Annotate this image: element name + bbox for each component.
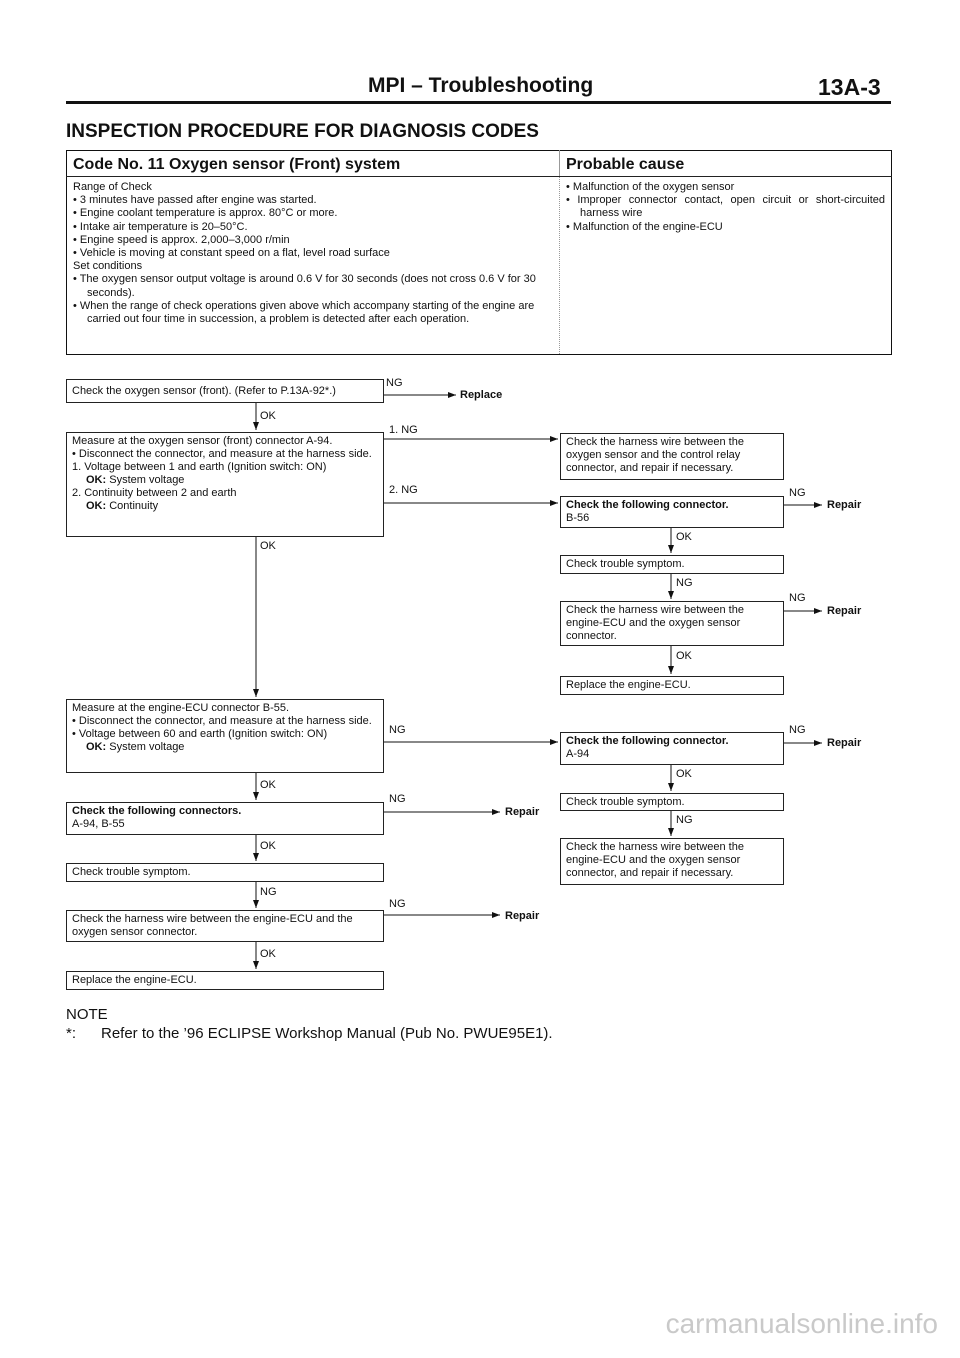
label-ok: OK [260, 840, 276, 852]
label-repair: Repair [827, 499, 862, 511]
range-line: • 3 minutes have passed after engine was started. [73, 194, 317, 207]
step-check-connectors [66, 802, 384, 835]
label-ng: NG [389, 724, 406, 736]
page-number: 13A-3 [818, 74, 881, 100]
label-ng: NG [260, 886, 277, 898]
step-line: • Disconnect the connector, and measure at the harness side. [72, 715, 372, 727]
step-check-connector-a94 [560, 732, 784, 765]
cause-line: • Malfunction of the oxygen sensor [566, 181, 735, 193]
step-check-harness-wire: Check the harness wire between the engine-ECU and the oxygen sensor connector. [66, 910, 384, 942]
label-ok: OK [676, 531, 692, 543]
label-repair: Repair [827, 737, 862, 749]
label-ng: NG [676, 577, 693, 589]
step-line: Check the following connector. [566, 499, 729, 511]
label-ng: NG [389, 793, 406, 805]
step-measure-sensor-connector [66, 432, 384, 537]
ok-label: OK: [86, 741, 107, 753]
step-line: Measure at the engine-ECU connector B-55. [72, 702, 290, 714]
label-repair: Repair [827, 605, 862, 617]
watermark: carmanualsonline.info [665, 1308, 938, 1339]
step-line: • Disconnect the connector, and measure at the harness side. [72, 448, 372, 460]
range-line: Range of Check [73, 181, 152, 193]
range-line: • Vehicle is moving at constant speed on a flat, level road surface [73, 247, 390, 260]
note-text: Refer to the ’96 ECLIPSE Workshop Manual (Pub No. PWUE95E1). [101, 1025, 553, 1042]
label-ok: OK [260, 410, 276, 422]
label-ng: NG [789, 724, 806, 736]
step-check-harness-repair: Check the harness wire between the engine-ECU and the oxygen sensor connector, and repair if necessary. [560, 838, 784, 885]
step-line: Check the following connector. [566, 735, 729, 747]
label-ok: OK [260, 948, 276, 960]
set-conditions-line: • When the range of check operations given above which accompany starting of the engine are carried out four time in succession, a problem is detected after each operation. [73, 299, 535, 326]
set-conditions-line: • The oxygen sensor output voltage is around 0.6 V for 30 seconds (does not cross 0.6 V for 30 seconds). [73, 273, 536, 299]
cause-line: • Malfunction of the engine-ECU [566, 220, 723, 233]
step-check-trouble-symptom: Check trouble symptom. [66, 863, 384, 882]
step-check-connector-b56 [560, 496, 784, 528]
ok-value: System voltage [106, 741, 185, 753]
label-repair: Repair [505, 910, 540, 922]
step-line: Measure at the oxygen sensor (front) connector A-94. [72, 435, 333, 447]
label-ng: NG [789, 592, 806, 604]
ok-label: OK: [86, 474, 107, 486]
range-line: • Engine speed is approx. 2,000–3,000 r/min [73, 233, 290, 246]
step-line: A-94 [566, 748, 590, 760]
step-line: Check the following connectors. [72, 805, 242, 817]
set-conditions-line: Set conditions [73, 260, 143, 273]
cause-line: • Improper connector contact, open circuit or short-circuited harness wire [566, 194, 885, 220]
label-replace: Replace [460, 389, 503, 401]
probable-cause-header: Probable cause [560, 151, 892, 177]
label-ng: NG [389, 898, 406, 910]
step-line: • Voltage between 60 and earth (Ignition switch: ON) [72, 728, 328, 740]
label-ok: OK [676, 650, 692, 662]
step-line: 2. Continuity between 2 and earth [72, 487, 237, 499]
label-ng: NG [386, 377, 403, 389]
step-check-trouble-symptom-right: Check trouble symptom. [560, 555, 784, 574]
label-ng2: 2. NG [389, 484, 418, 496]
note-heading: NOTE [66, 1006, 108, 1023]
range-line: • Intake air temperature is 20–50°C. [73, 220, 248, 233]
ok-label: OK: [86, 500, 107, 512]
ok-value: Continuity [106, 500, 159, 512]
code-header: Code No. 11 Oxygen sensor (Front) system [67, 151, 560, 177]
step-check-harness-control-relay: Check the harness wire between the oxygen sensor and the control relay connector, and repair if necessary. [560, 433, 784, 480]
step-replace-ecu: Replace the engine-ECU. [66, 971, 384, 990]
label-ok: OK [260, 779, 276, 791]
label-repair: Repair [505, 806, 540, 818]
ok-value: System voltage [106, 474, 185, 486]
note-marker: *: [66, 1025, 77, 1042]
label-ok: OK [676, 768, 692, 780]
step-line: A-94, B-55 [72, 818, 125, 830]
step-check-trouble-symptom-right-2: Check trouble symptom. [560, 793, 784, 811]
page-header-title: MPI – Troubleshooting [368, 74, 594, 97]
label-ng1: 1. NG [389, 424, 418, 436]
step-line: B-56 [566, 512, 590, 524]
step-measure-ecu-connector [66, 699, 384, 773]
step-line: 1. Voltage between 1 and earth (Ignition switch: ON) [72, 461, 327, 473]
label-ng: NG [676, 814, 693, 826]
step-replace-ecu-right: Replace the engine-ECU. [560, 676, 784, 695]
step-check-harness-ecu-sensor: Check the harness wire between the engine-ECU and the oxygen sensor connector. [560, 601, 784, 646]
step-check-oxygen-sensor: Check the oxygen sensor (front). (Refer to P.13A-92*.) [66, 379, 384, 403]
label-ok: OK [260, 540, 276, 552]
range-line: • Engine coolant temperature is approx. 80°C or more. [73, 207, 338, 220]
section-title: INSPECTION PROCEDURE FOR DIAGNOSIS CODES [66, 121, 539, 142]
label-ng: NG [789, 487, 806, 499]
